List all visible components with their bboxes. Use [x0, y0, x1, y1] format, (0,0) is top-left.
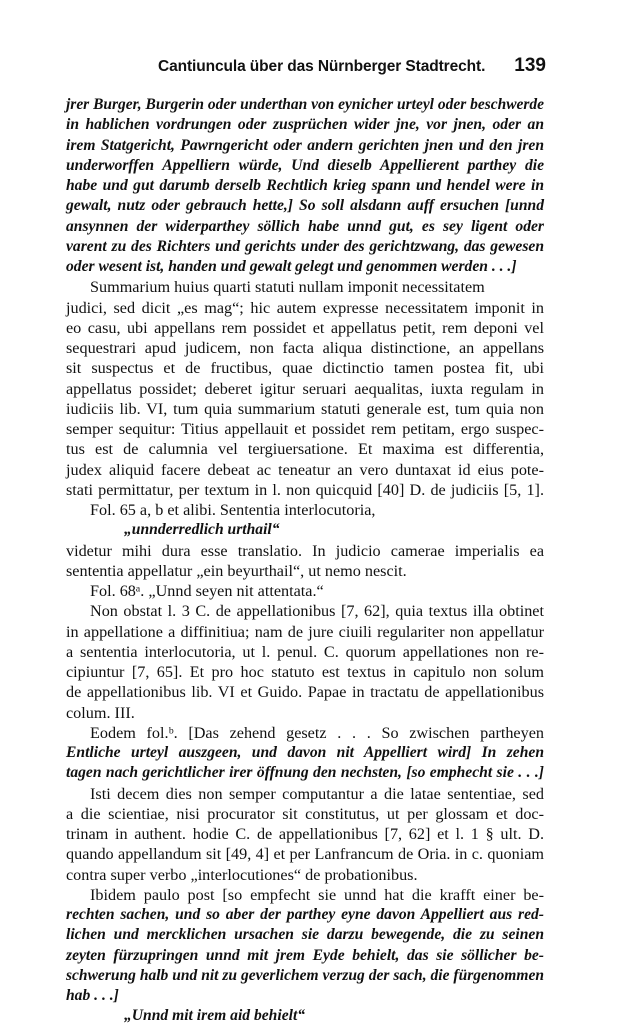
text-line: Fol. 68ᵃ. „Unnd seyen nit attentata.“ — [90, 582, 324, 600]
text-line: cipiuntur [7, 65]. Et pro hoc statuto est textus in capitulo non solum — [66, 663, 544, 681]
text-line: jrer Burger, Burgerin oder underthan von eynicher urteyl oder beschwerde — [66, 96, 544, 113]
text-line: Eodem fol.ᵇ. [Das zehend gesetz . . . So zwischen partheyen — [90, 723, 544, 742]
text-line: eo casu, ubi appellans rem possidet et appellatus petit, rem deponi vel — [66, 318, 544, 337]
text-line: contra super verbo „interlocutiones“ de probationibus. — [66, 865, 418, 884]
text-line: Fol. 65 a, b et alibi. Sententia interlocutoria, — [90, 501, 376, 519]
text-line: judici, sed dicit „es mag“; hic autem expresse necessitatem imponit in — [66, 298, 544, 317]
text-line: iudiciis lib. VI, tum quia summarium statuti generale est, tum quia non — [66, 399, 544, 418]
text-line: quando appellandum sit [49, 4] et per Lanfrancum de Oria. in c. quoniam — [66, 845, 544, 864]
text-line: semper sequitur: Titius appellauit et possidet rem petitam, ergo suspec- — [66, 420, 544, 438]
text-line: trinam in authent. hodie C. de appellationibus [7, 62] et l. 1 § ult. D. — [66, 825, 544, 843]
running-header — [66, 55, 546, 79]
text-line: in appellatione a diffinitiua; nam de jure ciuili regulariter non appellatur — [66, 622, 544, 641]
text-line: a die scientiae, nisi procurator sit constitutus, ut per glossam et doc- — [66, 804, 544, 823]
text-line: Isti decem dies non semper computantur a die latae sententiae, sed — [90, 784, 544, 803]
text-line: zeyten fürzupringen unnd mit jrem Eyde behielt, das sie söllicher be- — [66, 946, 544, 964]
text-line: Non obstat l. 3 C. de appellationibus [7, 62], quia textus illa obtinet — [90, 602, 544, 621]
text-line: „unnderredlich urthail“ — [124, 521, 280, 539]
text-line: Summarium huius quarti statuti nullam imponit necessitatem — [90, 278, 485, 297]
text-line: sententia appellatur „ein beyurthail“, ut nemo nescit. — [66, 561, 407, 580]
text-line: schwerung halb und nit zu geverlichem verzug der sach, die fürgenommen — [66, 966, 544, 984]
text-line: underworffen Appelliern würde, Und dieselb Appellierent parthey die — [66, 156, 544, 174]
text-line: gewalt, nutz oder gebrauch hette,] So soll alsdann auff ersuchen [unnd — [66, 197, 544, 215]
text-line: irem Statgericht, Pawrngericht oder andern gerichten jnen und den jren — [66, 136, 544, 154]
text-line: oder wesent ist, handen und gewalt gelegt und genommen werden . . .] — [66, 258, 517, 275]
text-line: lichen und mercklichen ursachen sie darzu bewegende, die zu seinen — [66, 926, 544, 944]
text-line: rechten sachen, und so aber der parthey eyne davon Appelliert aus red- — [66, 906, 544, 923]
text-line: habe und gut darumb derselb Rechtlich krieg spann und hendel were in — [66, 177, 544, 194]
text-line: colum. III. — [66, 703, 135, 722]
text-line: hab . . .] — [66, 987, 119, 1004]
text-line: judex aliquid facere debeat ac teneatur an vero duntaxat id eius pote- — [66, 460, 544, 479]
text-line: in hablichen vordrungen oder zusprüchen wider jne, vor jnen, oder an — [66, 116, 544, 134]
text-line: tagen nach gerichtlicher irer öffnung den nechsten, [so emphecht sie . . .] — [66, 764, 544, 782]
text-line: tus est de calumnia vel tergiuersatione. Et maxima est differentia, — [66, 440, 544, 459]
page-number: 139 — [514, 55, 546, 76]
text-line: „Unnd mit irem aid behielt“ — [124, 1007, 306, 1025]
running-title: Cantiuncula über das Nürnberger Stadtrecht. — [158, 58, 486, 75]
text-line: appellatus possidet; deberet igitur seruari aequalitas, iuxta regulam in — [66, 379, 544, 398]
text-line: varent zu des Richters und gerichts under des gerichtzwang, das gewesen — [66, 237, 544, 255]
text-line: ansynnen der widerparthey söllich habe unnd gut, es sey ligent oder — [66, 217, 544, 235]
text-line: Entliche urteyl auszgeen, und davon nit Appelliert wird] In zehen — [66, 744, 544, 761]
text-line: de appellationibus lib. VI et Guido. Papae in tractatu de appellationibus — [66, 683, 544, 702]
text-line: sequestrari apud judicem, non facta aliqua distinctione, an appellans — [66, 339, 544, 357]
text-line: videtur mihi dura esse translatio. In judicio camerae imperialis ea — [66, 541, 544, 560]
text-line: a sententia interlocutoria, ut l. penul. C. quorum appellationes non re- — [66, 642, 544, 661]
text-line: stati permittatur, per textum in l. non quicquid [40] D. de judiciis [5, 1]. — [66, 480, 544, 499]
text-line: sit suspectus et de fructibus, quae dictinctio tamen postea fit, ubi — [66, 359, 544, 378]
text-line: Ibidem paulo post [so empfecht sie unnd hat die krafft einer be- — [90, 885, 544, 904]
